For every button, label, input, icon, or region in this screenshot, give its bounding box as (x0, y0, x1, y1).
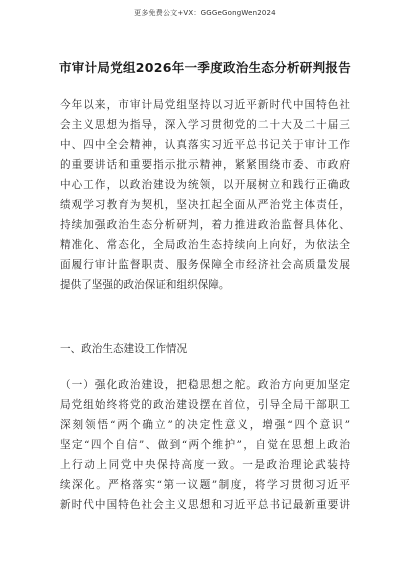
paragraph-line: 面履行审计监督职责、服务保障全市经济社会高质量发展 (60, 259, 350, 271)
paragraph-line: （一）强化政治建设，把稳思想之舵。政治方向更加坚定 (60, 379, 350, 391)
paragraph-line: 绩观学习教育为契机，坚决扛起全面从严治党主体责任， (60, 199, 350, 211)
paragraph-line: 上行动上同党中央保持高度一致。一是政治理论武装持 (60, 459, 350, 471)
paragraph-line: 持续加强政治生态分析研判，着力推进政治监督具体化、 (60, 219, 350, 231)
paragraph-line: 坚定“四个自信”、做到“两个维护”，自觉在思想上政治 (60, 439, 350, 451)
paragraph-line: 今年以来，市审计局党组坚持以习近平新时代中国特色社 (60, 99, 350, 111)
paragraph-line: 提供了坚强的政治保证和组织保障。 (60, 279, 230, 291)
paragraph-line: 局党组始终将党的政治建设摆在首位，引导全局干部职工 (60, 399, 350, 411)
paragraph-line: 中心工作，以政治建设为统领，以开展树立和践行正确政 (60, 179, 350, 191)
paragraph-line: 新时代中国特色社会主义思想和习近平总书记最新重要讲 (60, 499, 350, 511)
paragraph-line: 中、四中全会精神，认真落实习近平总书记关于审计工作 (60, 139, 350, 151)
intro-paragraph (60, 95, 350, 295)
header-note: 更多免费公文+VX：GGGeGongWen2024 (134, 9, 276, 17)
section-heading: 一、政治生态建设工作情况 (60, 343, 188, 355)
paragraph-line: 深刻领悟“两个确立”的决定性意义，增强“四个意识” (60, 419, 350, 431)
paragraph-line: 精准化、常态化，全局政治生态持续向上向好，为依法全 (60, 239, 350, 251)
document-title: 市审计局党组2026年一季度政治生态分析研判报告 (59, 60, 351, 75)
paragraph-line: 会主义思想为指导，深入学习贯彻党的二十大及二十届三 (60, 119, 350, 131)
section-paragraph (60, 375, 350, 515)
paragraph-line: 续深化。严格落实“第一议题”制度，将学习贯彻习近平 (60, 479, 350, 491)
paragraph-line: 的重要讲话和重要指示批示精神，紧紧围绕市委、市政府 (60, 159, 350, 171)
